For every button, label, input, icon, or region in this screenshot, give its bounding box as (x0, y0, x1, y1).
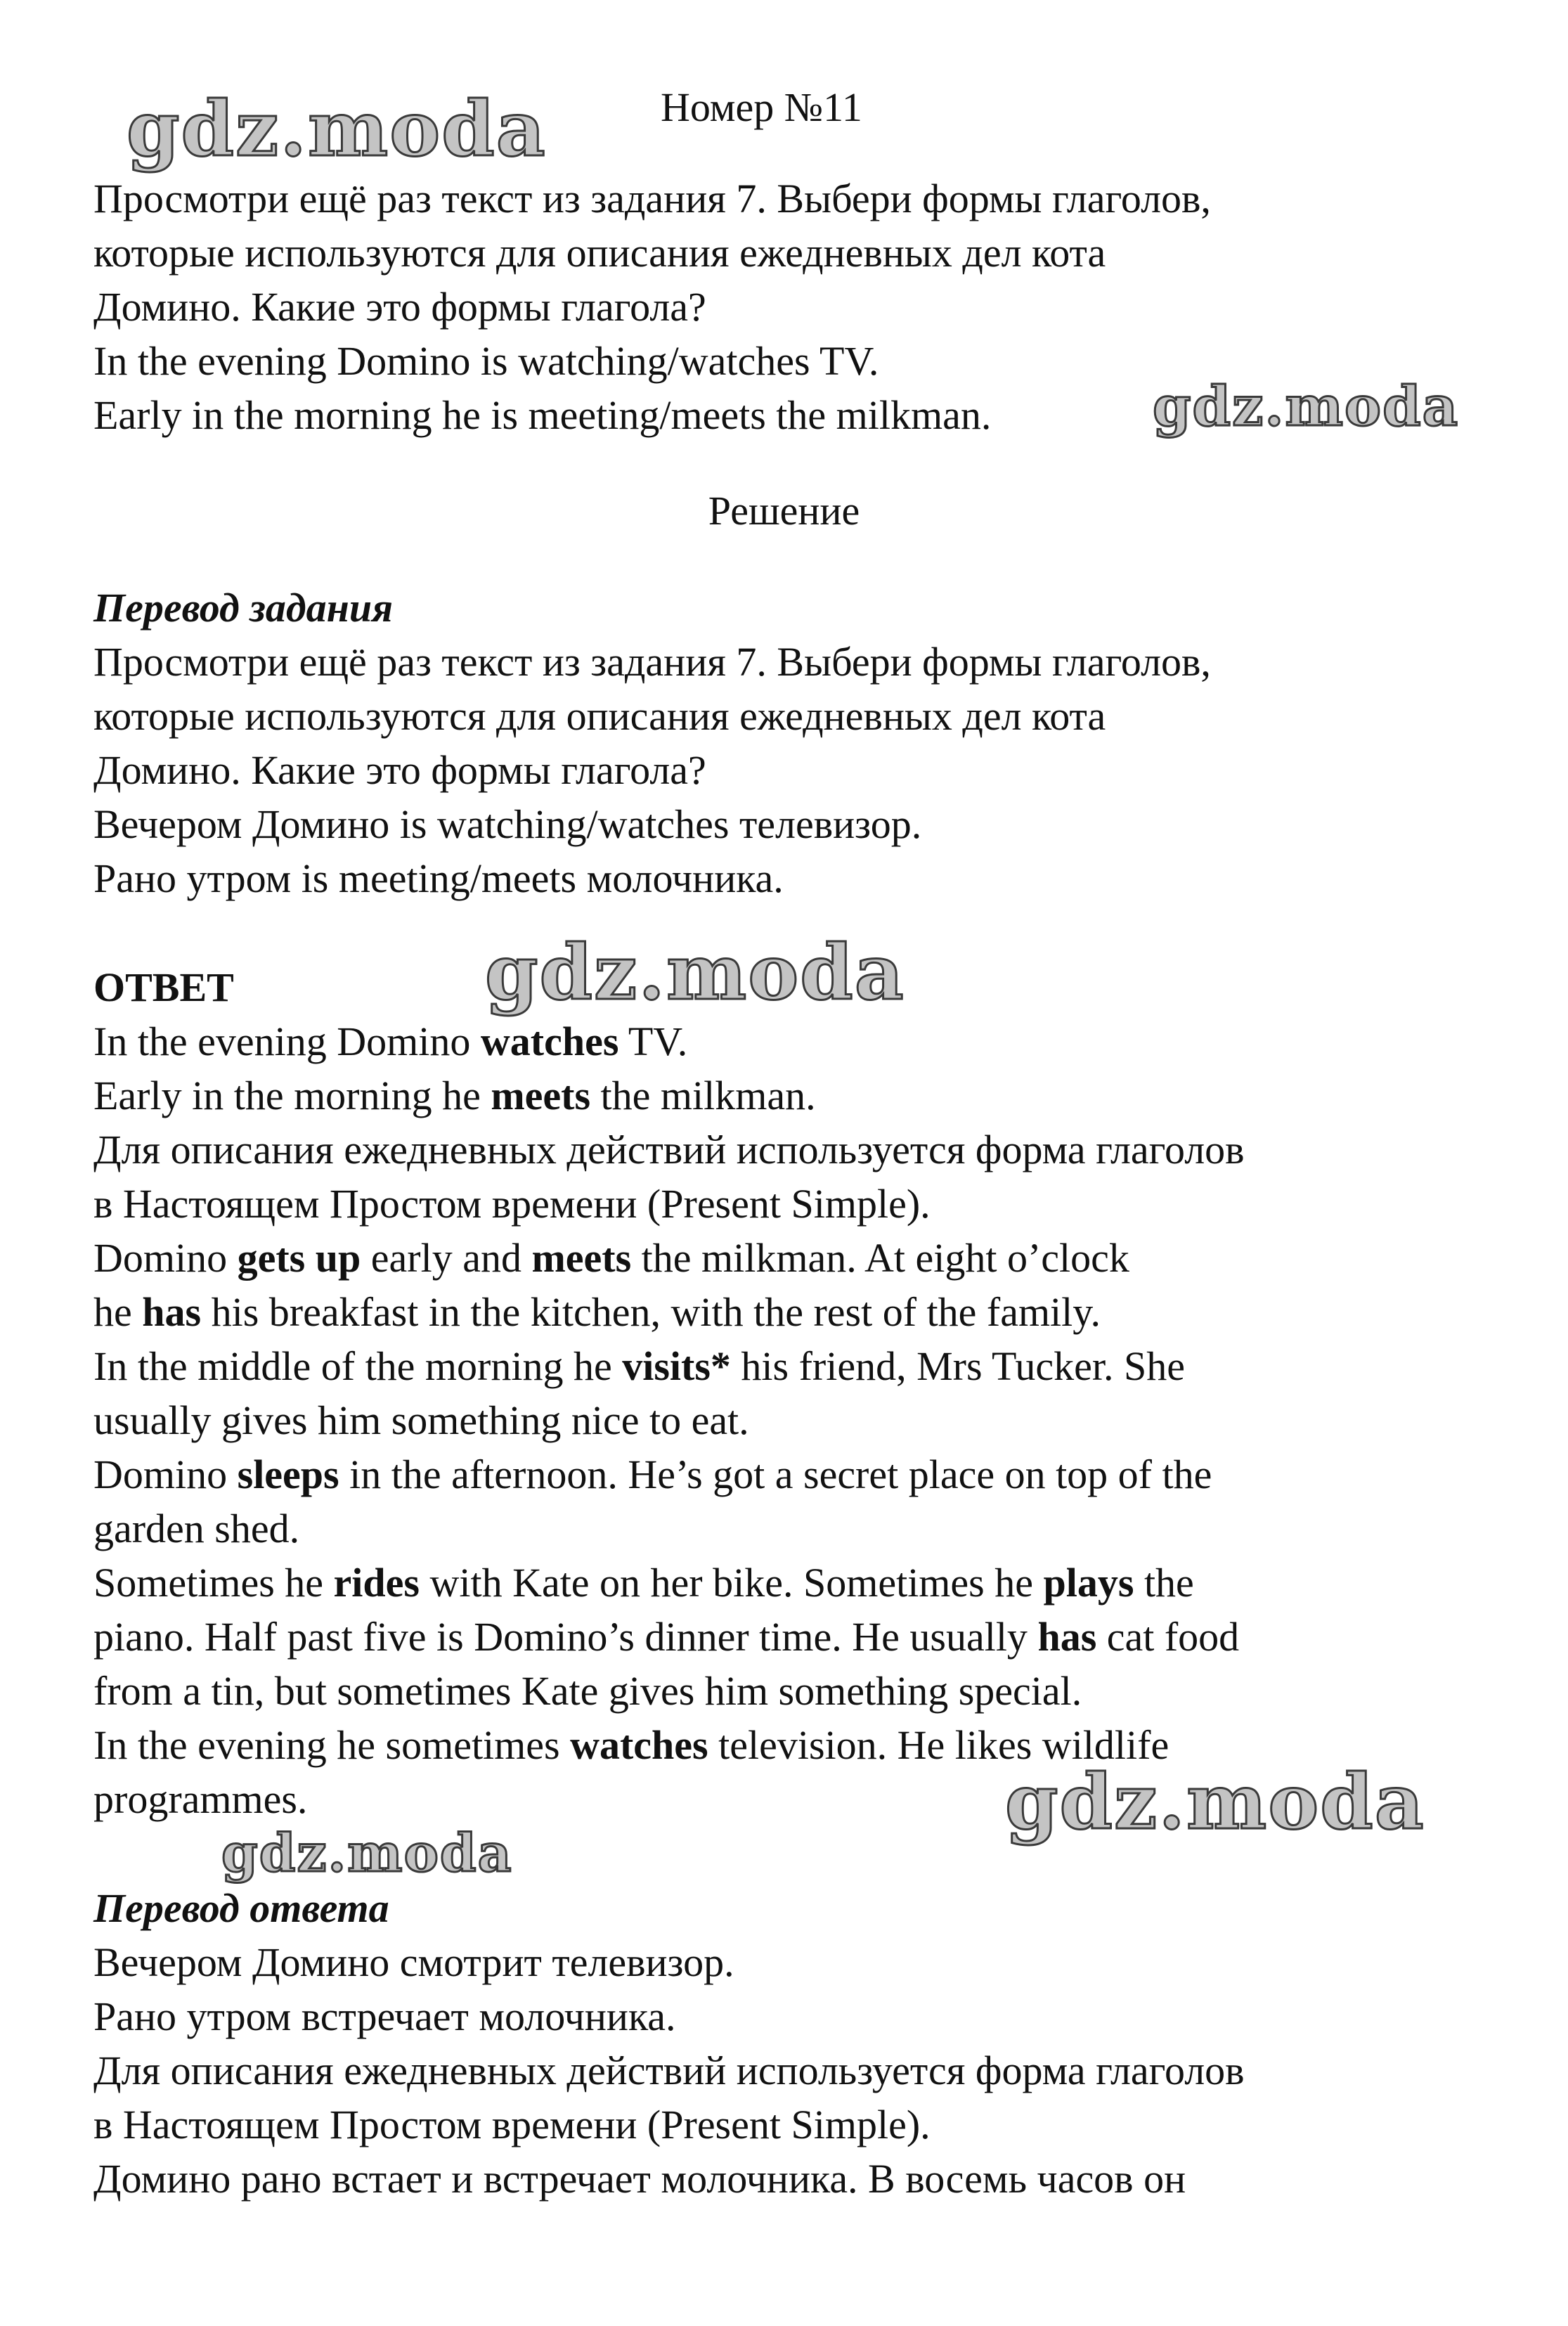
answer-line (93, 1125, 1245, 1175)
highlighted-verb: plays (1043, 1560, 1134, 1605)
answer-text-run: his friend, Mrs Tucker. She (730, 1343, 1185, 1389)
answer-text-run: Domino (93, 1452, 238, 1497)
answer-translation-heading: Перевод ответа (93, 1885, 389, 1931)
answer-line (93, 1613, 1239, 1662)
page-title: Номер №11 (661, 84, 862, 130)
answer-text-run: his breakfast in the kitchen, with the rest of the family. (201, 1289, 1101, 1335)
answer-text-run: the milkman. At eight o’clock (631, 1235, 1129, 1281)
answer-line (93, 1504, 299, 1553)
answer-line (93, 1180, 931, 1229)
answer-line (93, 1775, 307, 1824)
answer-line (93, 1396, 749, 1445)
answer-line (93, 1288, 1101, 1337)
translation-line: Вечером Домино is watching/watches телевизор. (93, 801, 922, 847)
answer-text-run: In the evening he sometimes (93, 1722, 571, 1768)
answer-translation-line: Рано утром встречает молочника. (93, 1994, 676, 2039)
highlighted-verb: visits* (622, 1343, 731, 1389)
answer-text-run: he (93, 1289, 143, 1335)
highlighted-verb: meets (531, 1235, 632, 1281)
watermark-logo: gdz.moda (1153, 375, 1460, 439)
answer-translation-line: Вечером Домино смотрит телевизор. (93, 1939, 734, 1985)
watermark-logo: gdz.moda (1005, 1758, 1425, 1847)
translation-line: Рано утром is meeting/meets молочника. (93, 855, 784, 901)
highlighted-verb: has (1037, 1614, 1097, 1660)
watermark-logo: gdz.moda (221, 1823, 513, 1884)
answer-text-run: with Kate on her bike. Sometimes he (419, 1560, 1044, 1605)
answer-text-run: cat food (1096, 1614, 1240, 1660)
translation-heading: Перевод задания (93, 585, 393, 631)
highlighted-verb: meets (491, 1073, 591, 1118)
answer-line (93, 1342, 1185, 1391)
answer-text-run: early and (361, 1235, 532, 1281)
translation-line: Домино. Какие это формы глагола? (93, 747, 706, 793)
answer-line (93, 1071, 816, 1120)
answer-translation-line: в Настоящем Простом времени (Present Simple). (93, 2102, 931, 2147)
answer-heading: ОТВЕТ (93, 964, 234, 1010)
answer-text-run: the (1134, 1560, 1194, 1605)
answer-text-run: the milkman. (590, 1073, 816, 1118)
highlighted-verb: has (142, 1289, 202, 1335)
task-line: которые используются для описания ежедневных дел кота (93, 230, 1106, 276)
answer-text-run: в Настоящем Простом времени (Present Simple). (93, 1181, 931, 1227)
answer-line (93, 1017, 687, 1066)
highlighted-verb: watches (570, 1722, 708, 1768)
answer-line (93, 1234, 1129, 1283)
answer-text-run: In the middle of the morning he (93, 1343, 623, 1389)
translation-line: которые используются для описания ежедневных дел кота (93, 693, 1106, 739)
task-line: In the evening Domino is watching/watches TV. (93, 338, 879, 384)
answer-text-run: In the evening Domino (93, 1019, 481, 1064)
answer-text-run: TV. (618, 1019, 688, 1064)
answer-text-run: piano. Half past five is Domino’s dinner time. He usually (93, 1614, 1038, 1660)
task-line: Домино. Какие это формы глагола? (93, 284, 706, 330)
highlighted-verb: sleeps (237, 1452, 339, 1497)
answer-text-run: programmes. (93, 1776, 308, 1822)
answer-translation-line: Домино рано встает и встречает молочника. В восемь часов он (93, 2156, 1186, 2202)
answer-line (93, 1450, 1212, 1499)
solution-label: Решение (708, 488, 860, 534)
highlighted-verb: rides (333, 1560, 420, 1605)
answer-text-run: garden shed. (93, 1506, 300, 1551)
translation-line: Просмотри ещё раз текст из задания 7. Выбери формы глаголов, (93, 639, 1211, 685)
answer-text-run: television. He likes wildlife (708, 1722, 1169, 1768)
highlighted-verb: gets up (237, 1235, 361, 1281)
answer-translation-line: Для описания ежедневных действий используется форма глаголов (93, 2048, 1245, 2093)
answer-text-run: Для описания ежедневных действий используется форма глаголов (93, 1127, 1245, 1172)
watermark-logo: gdz.moda (485, 929, 905, 1017)
highlighted-verb: watches (480, 1019, 619, 1064)
answer-text-run: usually gives him something nice to eat. (93, 1397, 749, 1443)
answer-line (93, 1667, 1082, 1716)
watermark-logo: gdz.moda (127, 85, 547, 174)
task-line: Early in the morning he is meeting/meets the milkman. (93, 392, 992, 438)
task-line: Просмотри ещё раз текст из задания 7. Выбери формы глаголов, (93, 176, 1211, 221)
answer-text-run: Early in the morning he (93, 1073, 491, 1118)
answer-text-run: Sometimes he (93, 1560, 334, 1605)
answer-text-run: in the afternoon. He’s got a secret place on top of the (339, 1452, 1212, 1497)
answer-text-run: Domino (93, 1235, 238, 1281)
answer-text-run: from a tin, but sometimes Kate gives him something special. (93, 1668, 1082, 1714)
answer-line (93, 1558, 1194, 1608)
